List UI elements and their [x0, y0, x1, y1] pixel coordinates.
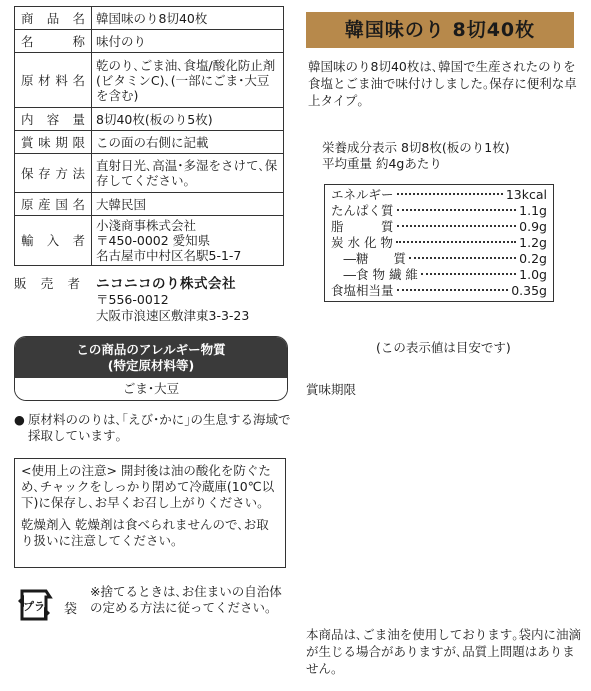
nutrition-title [322, 140, 582, 172]
storage-value: 直射日光､高温･多湿をさけて､保存してください｡ [92, 154, 284, 193]
recycle-label: 袋 [64, 602, 78, 617]
nutrition-title-line1: 栄養成分表示 8切8枚(板のり1枚) [322, 140, 510, 155]
seaweed-note-text: 原材料ののりは､｢えび･かに｣の生息する海域で採取しています｡ [28, 412, 291, 443]
generic-name-value: 味付のり [92, 30, 284, 53]
product-name-value: 韓国味のり8切40枚 [92, 7, 284, 30]
nutrition-value: 1.0g [519, 267, 547, 282]
generic-name-key: 名 称 [15, 30, 92, 53]
product-description: 韓国味のり8切40枚は､韓国で生産されたのりを食塩とごま油で味付けしました｡保存に便利な卓上タイプ｡ [308, 59, 577, 108]
caution-box [14, 458, 286, 568]
ingredients-value: 乾のり､ごま油､食塩/酸化防止剤(ビタミンC)､(一部にごま･大豆を含む) [92, 53, 284, 108]
seller-brand: ニコニコのり株式会社 [96, 276, 236, 292]
plastic-recycle-icon [14, 585, 54, 625]
origin-value: 大韓民国 [92, 193, 284, 216]
allergy-header [15, 337, 287, 378]
importer-key: 輸 入 者 [15, 216, 92, 266]
nutrition-value: 1.1g [519, 203, 547, 218]
importer-postal: 〒450-0002 愛知県 [96, 233, 211, 248]
importer-value [92, 216, 284, 266]
storage-key: 保存方法 [15, 154, 92, 193]
nutrition-row [331, 235, 547, 251]
bullet-icon: ● [14, 412, 25, 427]
table-row [15, 53, 284, 108]
best-before-value: この面の右側に記載 [92, 131, 284, 154]
importer-address: 名古屋市中村区名駅5-1-7 [96, 248, 242, 263]
origin-key: 原産国名 [15, 193, 92, 216]
nutrition-label: エネルギー [331, 187, 394, 202]
nutrition-row [331, 219, 547, 235]
nutrition-label: 炭 水 化 物 [331, 235, 393, 250]
leader-dots [409, 257, 516, 259]
seller-postal: 〒556-0012 [96, 292, 169, 307]
allergy-box [14, 336, 288, 401]
nutrition-value: 1.2g [519, 235, 547, 250]
leader-dots [397, 193, 503, 195]
leader-dots [421, 273, 516, 275]
nutrition-value: 13kcal [505, 187, 547, 202]
nutrition-value: 0.9g [519, 219, 547, 234]
oil-note: 本商品は､ごま油を使用しております｡袋内に油滴が生じる場合がありますが､品質上問題はありません｡ [306, 627, 582, 676]
product-info-table [14, 6, 284, 266]
content-amount-key: 内 容 量 [15, 108, 92, 131]
leader-dots [397, 209, 517, 211]
table-row [15, 7, 284, 30]
table-row [15, 131, 284, 154]
ingredients-key: 原材料名 [15, 53, 92, 108]
nutrition-table [324, 184, 554, 302]
seller-key: 販 売 者 [14, 276, 80, 291]
usage-caution: <使用上の注意> 開封後は油の酸化を防ぐため､チャックをしっかり閉めて冷蔵庫(10℃以下)に保存し､お早くお召し上がりください｡ [21, 463, 275, 510]
table-row [15, 108, 284, 131]
allergy-header-line2: (特定原材料等) [107, 358, 195, 373]
best-before-key: 賞味期限 [15, 131, 92, 154]
recycle-mark-text: プラ [23, 600, 45, 613]
disposal-note: ※捨てるときは､お住まいの自治体の定める方法に従ってください｡ [90, 584, 282, 615]
allergy-header-line1: この商品のアレルギー物質 [76, 342, 226, 357]
importer-company: 小淺商事株式会社 [96, 218, 197, 233]
table-row [15, 30, 284, 53]
nutrition-row [331, 267, 547, 283]
nutrition-label: 食塩相当量 [331, 283, 394, 298]
table-row [15, 154, 284, 193]
leader-dots [396, 241, 516, 243]
nutrition-label: ―食 物 繊 維 [331, 267, 418, 282]
nutrition-value: 0.2g [519, 251, 547, 266]
nutrition-label: ―糖 質 [331, 251, 407, 266]
nutrition-row [331, 203, 547, 219]
leader-dots [397, 289, 509, 291]
seller-address: 大阪市浪速区敷津東3-3-23 [96, 308, 250, 323]
nutrition-row [331, 187, 547, 203]
nutrition-row [331, 283, 547, 299]
leader-dots [397, 225, 517, 227]
nutrition-label: 脂 質 [331, 219, 394, 234]
desiccant-caution: 乾燥剤入 乾燥剤は食べられませんので､お取り扱いに注意してください｡ [21, 517, 269, 548]
product-name-key: 商 品 名 [15, 7, 92, 30]
nutrition-note: (この表示値は目安です) [376, 340, 511, 355]
nutrition-title-line2: 平均重量 約4gあたり [322, 156, 442, 171]
seaweed-note [14, 412, 294, 446]
nutrition-value: 0.35g [511, 283, 547, 298]
product-title-banner: 韓国味のり 8切40枚 [306, 12, 574, 48]
table-row [15, 193, 284, 216]
table-row [15, 216, 284, 266]
content-amount-value: 8切40枚(板のり5枚) [92, 108, 284, 131]
nutrition-label: たんぱく質 [331, 203, 394, 218]
nutrition-row [331, 251, 547, 267]
expiry-label: 賞味期限 [306, 382, 357, 397]
allergy-items: ごま･大豆 [15, 378, 287, 400]
seller-value [96, 276, 296, 324]
seller-block [14, 276, 294, 328]
